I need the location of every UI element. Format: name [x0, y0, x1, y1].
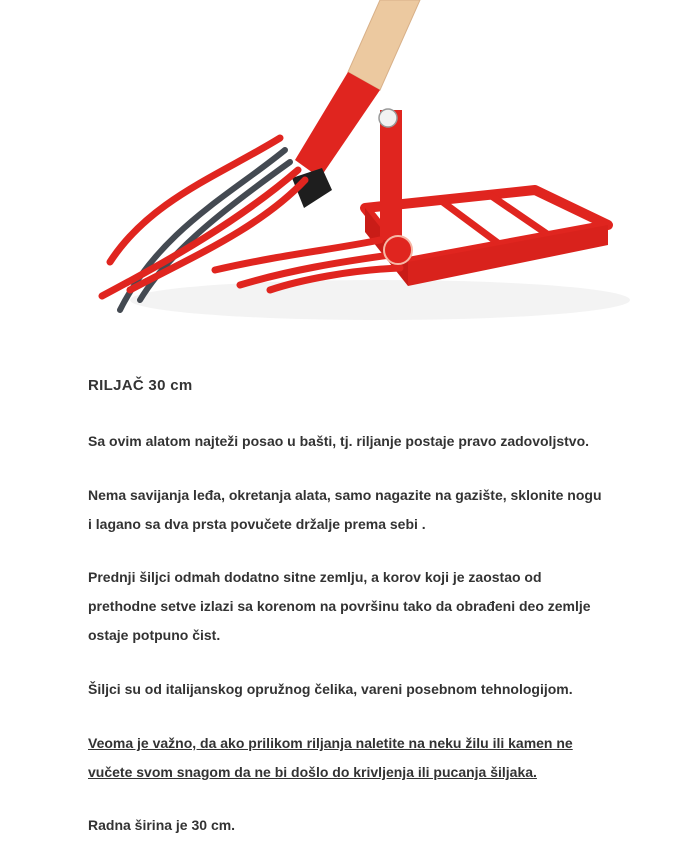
paragraph-line: Veoma je važno, da ako prilikom riljanja naletite na neku žilu ili kamen ne — [88, 735, 573, 751]
paragraph-line: i lagano sa dva prsta povučete držalje prema sebi . — [88, 516, 426, 532]
ground-shadow — [130, 280, 630, 320]
frame-crossbar-2 — [490, 195, 550, 236]
upright-support — [380, 110, 402, 240]
wooden-handle — [348, 0, 420, 90]
paragraph-tines — [88, 563, 648, 650]
paragraph-material — [88, 675, 648, 704]
paragraph-warning — [88, 729, 648, 787]
paragraph-line: ostaje potpuno čist. — [88, 627, 221, 643]
paragraph-line: prethodne setve izlazi sa korenom na površinu tako da obrađeni deo zemlje — [88, 598, 591, 614]
product-image — [80, 0, 640, 340]
front-joint — [384, 236, 412, 264]
paragraph-line: Šiljci su od italijanskog opružnog čelika, vareni posebnom tehnologijom. — [88, 681, 573, 697]
paragraph-line: Radna širina je 30 cm. — [88, 817, 236, 833]
paragraph-usage — [88, 481, 648, 539]
handle-socket — [295, 72, 380, 178]
paragraph-line: vučete svom snagom da ne bi došlo do krivljenja ili pucanja šiljaka. — [88, 764, 537, 780]
product-title: RILJAČ 30 cm — [88, 377, 193, 394]
paragraph-line: Nema savijanja leđa, okretanja alata, samo nagazite na gazište, sklonite nogu — [88, 487, 602, 503]
paragraph-line: Sa ovim alatom najteži posao u bašti, tj. riljanje postaje pravo zadovoljstvo. — [88, 433, 590, 449]
paragraph-line: Prednji šiljci odmah dodatno sitne zemlju, a korov koji je zaostao od — [88, 569, 542, 585]
paragraph-width — [88, 811, 648, 840]
tine-red-lower-1 — [215, 240, 380, 270]
pivot-bolt — [379, 109, 397, 127]
paragraph-intro — [88, 427, 648, 456]
frame-crossbar-1 — [440, 200, 498, 243]
